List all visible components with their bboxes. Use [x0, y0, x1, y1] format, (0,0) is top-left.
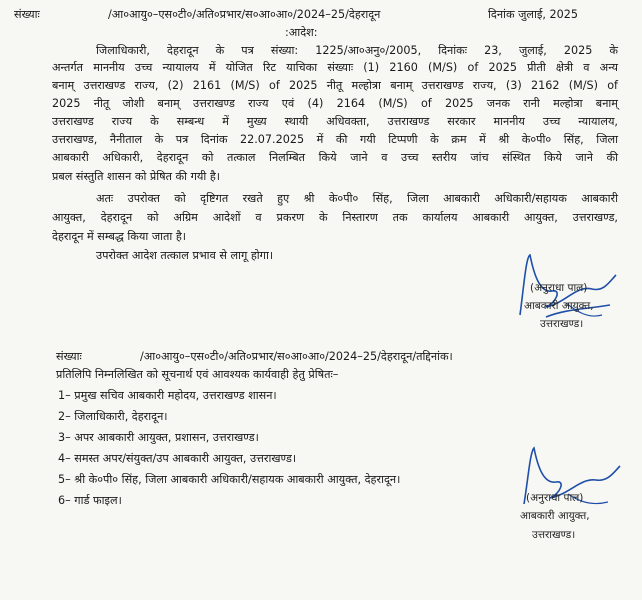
recipient-item: 1– प्रमुख सचिव आबकारी महोदय, उत्तराखण्ड शासन। — [58, 389, 277, 402]
para1-line: उत्तराखण्ड, नैनीताल के पत्र दिनांक 22.07.2025 में की गयी टिप्पणी के क्रम में श्री के०पी० सिंह, जिला — [52, 133, 618, 146]
para2-line: आयुक्त, देहरादून को अग्रिम आदेशों व प्रकरण के निस्तारण तक कार्यालय आबकारी आयुक्त, उत्तराखण्ड, — [52, 211, 618, 224]
order-signatory-name: (अनुराधा पाल) — [530, 282, 588, 294]
para1-line: 2025 नीतू जोशी बनाम् उत्तराखण्ड राज्य एवं (4) 2164 (M/S) of 2025 जनक रानी मल्होत्रा बनाम् — [52, 97, 618, 110]
para1-line: अन्तर्गत माननीय उच्च न्यायालय में योजित रिट याचिका संख्याः (1) 2160 (M/S) of 2025 प्रीती क्षेत्री व अन्य — [52, 61, 618, 74]
para2-line: अतः उपरोक्त को दृष्टिगत रखते हुए श्री के०पी० सिंह, जिला आबकारी अधिकारी/सहायक आबकारी — [96, 192, 618, 205]
order-signatory-state: उत्तराखण्ड। — [540, 318, 584, 330]
copy-reference: /आ०आयु०–एस०टी०/अति०प्रभार/स०आ०आ०/2024–25/देहरादून/तद्दिनांक। — [140, 350, 453, 363]
para1-line: उत्तराखण्ड राज्य के सम्बन्ध में मुख्य स्थायी अधिवक्ता, उत्तराखण्ड सरकार माननीय उच्च न्यायालय, — [52, 115, 618, 128]
recipient-item: 4– समस्त अपर/संयुक्त/उप आबकारी आयुक्त, उत्तराखण्ड। — [58, 452, 297, 465]
copy-signatory-name: (अनुराधा पाल) — [526, 492, 584, 504]
order-date: दिनांक जुलाई, 2025 — [488, 8, 578, 21]
copy-signatory-designation: आबकारी आयुक्त, — [520, 510, 590, 522]
para1-line: आबकारी अधिकारी, देहरादून को तत्काल निलम्बित किये जाने व उच्च स्तरीय जांच संस्थित किये जाने की — [52, 151, 618, 164]
recipient-item: 6– गार्ड फाइल। — [58, 494, 122, 507]
order-signatory-designation: आबकारी आयुक्त, — [524, 300, 594, 312]
order-reference: /आ०आयु०–एस०टी०/अति०प्रभार/स०आ०आ०/2024–25/देहरादून — [108, 8, 381, 21]
para1-line: प्रबल संस्तुति शासन को प्रेषित की गयी है। — [52, 170, 221, 183]
recipient-item: 2– जिलाधिकारी, देहरादून। — [58, 410, 168, 423]
para1-line: बनाम् उत्तराखण्ड राज्य, (2) 2161 (M/S) of 2025 नीतू मल्होत्रा बनाम् उत्तराखण्ड राज्य, (3) 2162 (M/S) of — [52, 79, 618, 92]
recipient-item: 5– श्री के०पी० सिंह, जिला आबकारी अधिकारी/सहायक आबकारी आयुक्त, देहरादून। — [58, 473, 401, 486]
copy-signatory-state: उत्तराखण्ड। — [532, 529, 576, 541]
order-number-label: संख्याः — [14, 8, 40, 21]
para2-line: देहरादून में सम्बद्ध किया जाता है। — [52, 230, 187, 243]
handwritten-signature — [510, 440, 630, 520]
copy-number-label: संख्याः — [56, 350, 82, 363]
para3-text: उपरोक्त आदेश तत्काल प्रभाव से लागू होगा। — [96, 249, 274, 262]
recipient-item: 3– अपर आबकारी आयुक्त, प्रशासन, उत्तराखण्ड। — [58, 431, 259, 444]
para1-line: जिलाधिकारी, देहरादून के पत्र संख्या: 1225/आ०अनु०/2005, दिनांकः 23, जुलाई, 2025 के — [96, 44, 618, 57]
order-title: :आदेश: — [285, 26, 318, 39]
copy-intro: प्रतिलिपि निम्नलिखित को सूचनार्थ एवं आवश्यक कार्यवाही हेतु प्रेषितः– — [56, 368, 339, 381]
